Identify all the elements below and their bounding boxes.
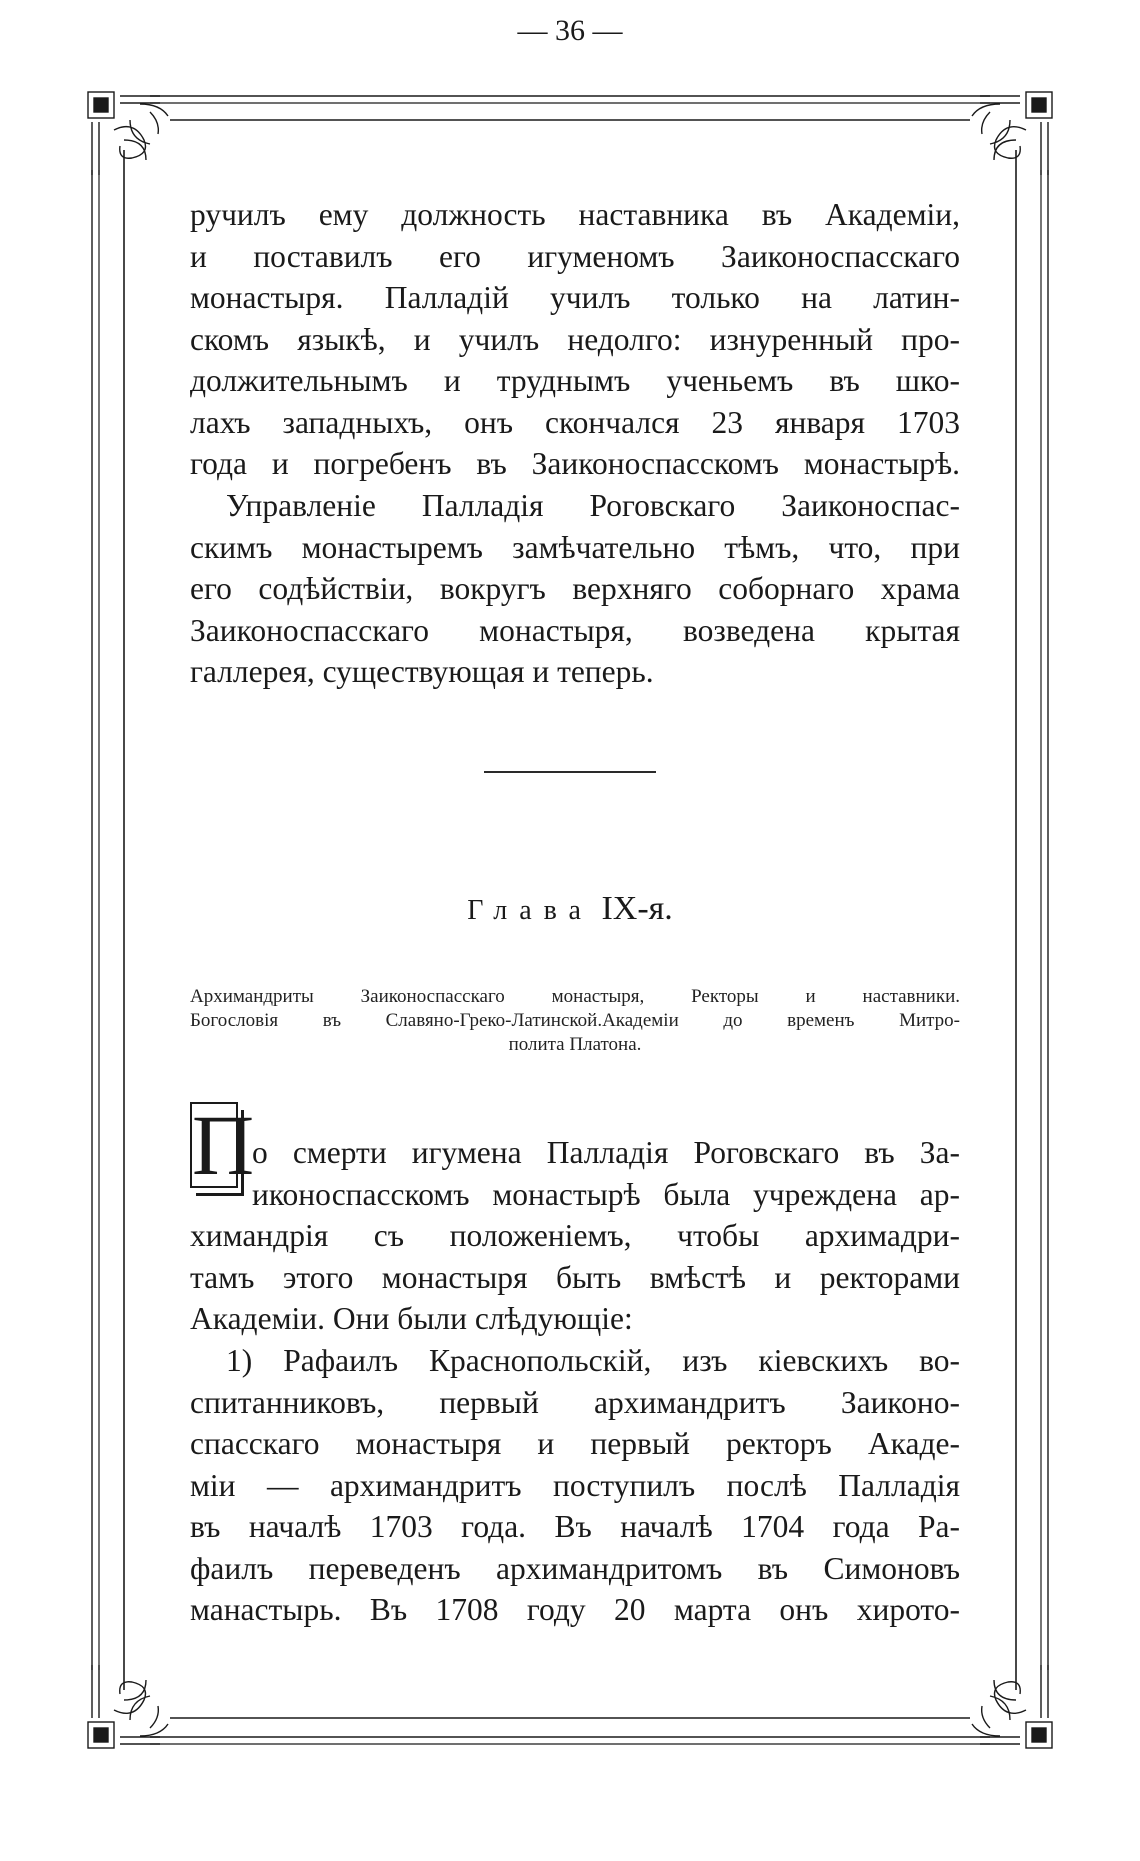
text-line: скимъ монастыремъ замѣчательно тѣмъ, что, при xyxy=(190,529,960,565)
text-line: года и погребенъ въ Заиконоспасскомъ монастырѣ. xyxy=(190,446,960,481)
corner-ornament-bottom-right xyxy=(972,1665,1052,1748)
text-line: о смерти игумена Палладія Роговскаго въ За- xyxy=(252,1135,960,1170)
text-line: его содѣйствіи, вокругъ верхняго соборнаго храма xyxy=(190,571,960,606)
subtitle-line: Архимандриты Заиконоспасскаго монастыря, Ректоры и наставники. xyxy=(190,986,960,1007)
text-line: фаилъ переведенъ архимандритомъ въ Симоновъ xyxy=(190,1550,960,1586)
text-line: тамъ этого монастыря быть вмѣстѣ и ректорами xyxy=(190,1259,960,1295)
drop-cap xyxy=(188,1097,255,1196)
chapter-heading xyxy=(0,890,1140,928)
text-line: спасскаго монастыря и первый ректоръ Акаде- xyxy=(190,1426,960,1461)
text-line: манастырь. Въ 1708 году 20 марта онъ хирото- xyxy=(190,1592,960,1627)
text-line: Академіи. Они были слѣдующіе: xyxy=(190,1301,633,1336)
paragraph-administration xyxy=(190,485,960,693)
text-line: лахъ западныхъ, онъ скончался 23 января 1703 xyxy=(190,404,960,440)
section-separator xyxy=(484,771,656,773)
text-line: монастыря. Палладій училъ только на латин- xyxy=(190,280,960,315)
paragraph-continuation xyxy=(190,194,960,485)
page-number: — 36 — xyxy=(517,14,623,47)
text-line: иконоспасскомъ монастырѣ была учреждена ар- xyxy=(252,1176,960,1212)
text-line: въ началѣ 1703 года. Въ началѣ 1704 года Ра- xyxy=(190,1509,960,1544)
text-line: ручилъ ему должность наставника въ Академіи, xyxy=(190,197,960,232)
text-line: Управленіе Палладія Роговскаго Заиконоспас- xyxy=(226,488,960,523)
subtitle-line: полита Платона. xyxy=(508,1034,642,1055)
text-line: скомъ языкѣ, и училъ недолго: изнуренный про- xyxy=(190,321,960,357)
text-line: и поставилъ его игуменомъ Заиконоспасскаго xyxy=(190,238,960,274)
text-line: міи — архимандритъ поступилъ послѣ Палладія xyxy=(190,1467,960,1503)
text-line: 1) Рафаилъ Краснопольскій, изъ кіевскихъ во- xyxy=(226,1343,960,1378)
text-line: галлерея, существующая и теперь. xyxy=(190,654,654,689)
corner-ornament-top-left xyxy=(88,92,168,175)
corner-ornament-bottom-left xyxy=(88,1665,168,1748)
text-line: должительнымъ и труднымъ ученьемъ въ шко- xyxy=(190,363,960,398)
chapter-word: Глава xyxy=(467,895,593,926)
text-line: химандрія съ положеніемъ, чтобы архимадри- xyxy=(190,1218,960,1253)
subtitle-line: Богословія въ Славяно-Греко-Латинской.Академіи до временъ Митро- xyxy=(190,1010,960,1031)
drop-cap-letter: П xyxy=(192,1097,255,1193)
paragraph-rafail xyxy=(190,1340,960,1631)
paragraph-archimandrites-intro-b xyxy=(190,1215,960,1340)
chapter-number: IX-я. xyxy=(601,890,673,927)
chapter-subtitle xyxy=(190,985,960,1057)
corner-ornament-top-right xyxy=(972,92,1052,175)
paragraph-archimandrites-intro-a xyxy=(252,1132,960,1215)
text-line: Заиконоспасскаго монастыря, возведена крытая xyxy=(190,612,960,648)
text-line: спитанниковъ, первый архимандритъ Заиконо- xyxy=(190,1384,960,1420)
